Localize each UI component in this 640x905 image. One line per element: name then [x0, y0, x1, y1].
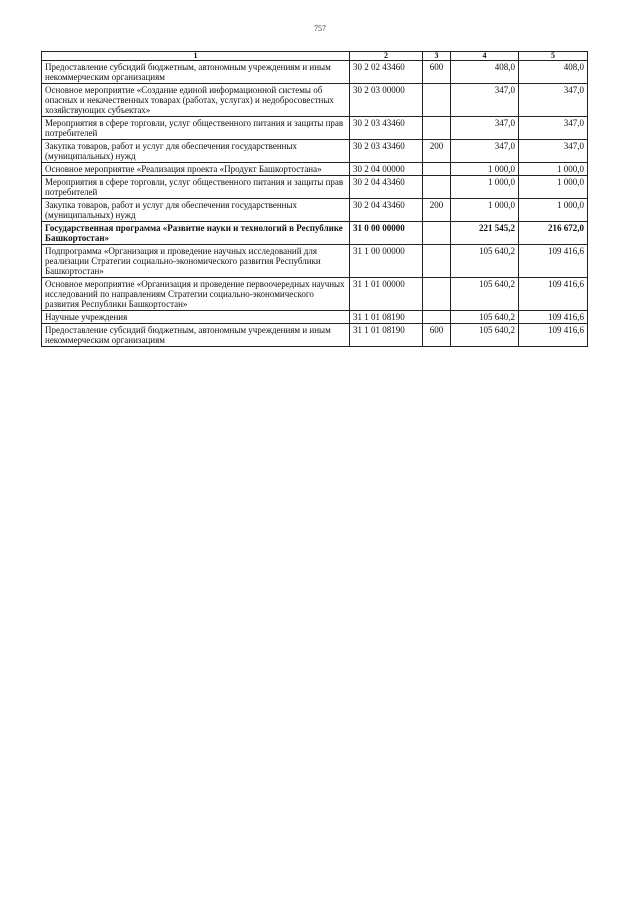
row-value-4: 105 640,2 — [451, 324, 519, 347]
row-value-4: 408,0 — [451, 61, 519, 84]
row-code: 30 2 02 43460 — [350, 61, 423, 84]
row-type — [423, 117, 451, 140]
column-header-code: 2 — [350, 52, 423, 61]
row-name: Предоставление субсидий бюджетным, автономным учреждениям и иным некоммерческим организациям — [42, 61, 350, 84]
row-type — [423, 222, 451, 245]
row-name: Закупка товаров, работ и услуг для обеспечения государственных (муниципальных) нужд — [42, 140, 350, 163]
budget-table — [41, 51, 588, 347]
row-value-4: 347,0 — [451, 84, 519, 117]
table-row — [42, 222, 588, 245]
row-type: 200 — [423, 199, 451, 222]
table-row — [42, 311, 588, 324]
row-type: 200 — [423, 140, 451, 163]
row-name: Мероприятия в сфере торговли, услуг общественного питания и защиты прав потребителей — [42, 176, 350, 199]
row-value-5: 347,0 — [519, 84, 588, 117]
row-value-5: 1 000,0 — [519, 176, 588, 199]
row-value-4: 347,0 — [451, 140, 519, 163]
row-value-5: 347,0 — [519, 140, 588, 163]
row-value-4: 221 545,2 — [451, 222, 519, 245]
row-type — [423, 311, 451, 324]
row-code: 30 2 03 43460 — [350, 117, 423, 140]
row-value-4: 105 640,2 — [451, 278, 519, 311]
row-name: Научные учреждения — [42, 311, 350, 324]
table-row — [42, 163, 588, 176]
row-code: 30 2 04 43460 — [350, 176, 423, 199]
row-type — [423, 163, 451, 176]
row-type: 600 — [423, 61, 451, 84]
row-value-5: 109 416,6 — [519, 278, 588, 311]
row-value-5: 408,0 — [519, 61, 588, 84]
row-code: 31 1 00 00000 — [350, 245, 423, 278]
row-value-5: 1 000,0 — [519, 163, 588, 176]
column-header-type: 3 — [423, 52, 451, 61]
table-row — [42, 245, 588, 278]
row-name: Мероприятия в сфере торговли, услуг общественного питания и защиты прав потребителей — [42, 117, 350, 140]
row-type — [423, 176, 451, 199]
table-row — [42, 176, 588, 199]
row-name: Основное мероприятие «Создание единой информационной системы об опасных и некачественных товарах (работах, услугах) и недобросовестных хозяйствующих субъектах» — [42, 84, 350, 117]
page-number: 757 — [314, 24, 326, 33]
row-type — [423, 84, 451, 117]
row-code: 31 1 01 08190 — [350, 324, 423, 347]
table-row — [42, 61, 588, 84]
row-value-5: 1 000,0 — [519, 199, 588, 222]
row-value-4: 347,0 — [451, 117, 519, 140]
row-code: 30 2 03 43460 — [350, 140, 423, 163]
row-value-4: 1 000,0 — [451, 163, 519, 176]
table-row — [42, 140, 588, 163]
table-row — [42, 324, 588, 347]
table-row — [42, 199, 588, 222]
row-name: Подпрограмма «Организация и проведение научных исследований для реализации Стратегии социально-экономического развития Республики Башкортостан» — [42, 245, 350, 278]
row-type — [423, 278, 451, 311]
row-value-5: 109 416,6 — [519, 311, 588, 324]
row-name: Закупка товаров, работ и услуг для обеспечения государственных (муниципальных) нужд — [42, 199, 350, 222]
column-header-value-5: 5 — [519, 52, 588, 61]
row-code: 31 0 00 00000 — [350, 222, 423, 245]
row-code: 31 1 01 00000 — [350, 278, 423, 311]
row-type — [423, 245, 451, 278]
row-name: Основное мероприятие «Реализация проекта «Продукт Башкортостана» — [42, 163, 350, 176]
row-value-5: 109 416,6 — [519, 245, 588, 278]
row-code: 31 1 01 08190 — [350, 311, 423, 324]
row-value-4: 1 000,0 — [451, 199, 519, 222]
table-row — [42, 84, 588, 117]
row-value-4: 105 640,2 — [451, 245, 519, 278]
row-code: 30 2 04 00000 — [350, 163, 423, 176]
row-value-4: 105 640,2 — [451, 311, 519, 324]
table-row — [42, 117, 588, 140]
row-name: Предоставление субсидий бюджетным, автономным учреждениям и иным некоммерческим организациям — [42, 324, 350, 347]
column-header-name: 1 — [42, 52, 350, 61]
row-code: 30 2 04 43460 — [350, 199, 423, 222]
table-header-row — [42, 52, 588, 61]
row-name: Государственная программа «Развитие науки и технологий в Республике Башкортостан» — [42, 222, 350, 245]
row-type: 600 — [423, 324, 451, 347]
row-value-5: 216 672,0 — [519, 222, 588, 245]
row-code: 30 2 03 00000 — [350, 84, 423, 117]
row-value-5: 347,0 — [519, 117, 588, 140]
column-header-value-4: 4 — [451, 52, 519, 61]
table-row — [42, 278, 588, 311]
row-name: Основное мероприятие «Организация и проведение первоочередных научных исследований по направлениям Стратегии социально-экономического развития Республики Башкортостан» — [42, 278, 350, 311]
row-value-4: 1 000,0 — [451, 176, 519, 199]
row-value-5: 109 416,6 — [519, 324, 588, 347]
